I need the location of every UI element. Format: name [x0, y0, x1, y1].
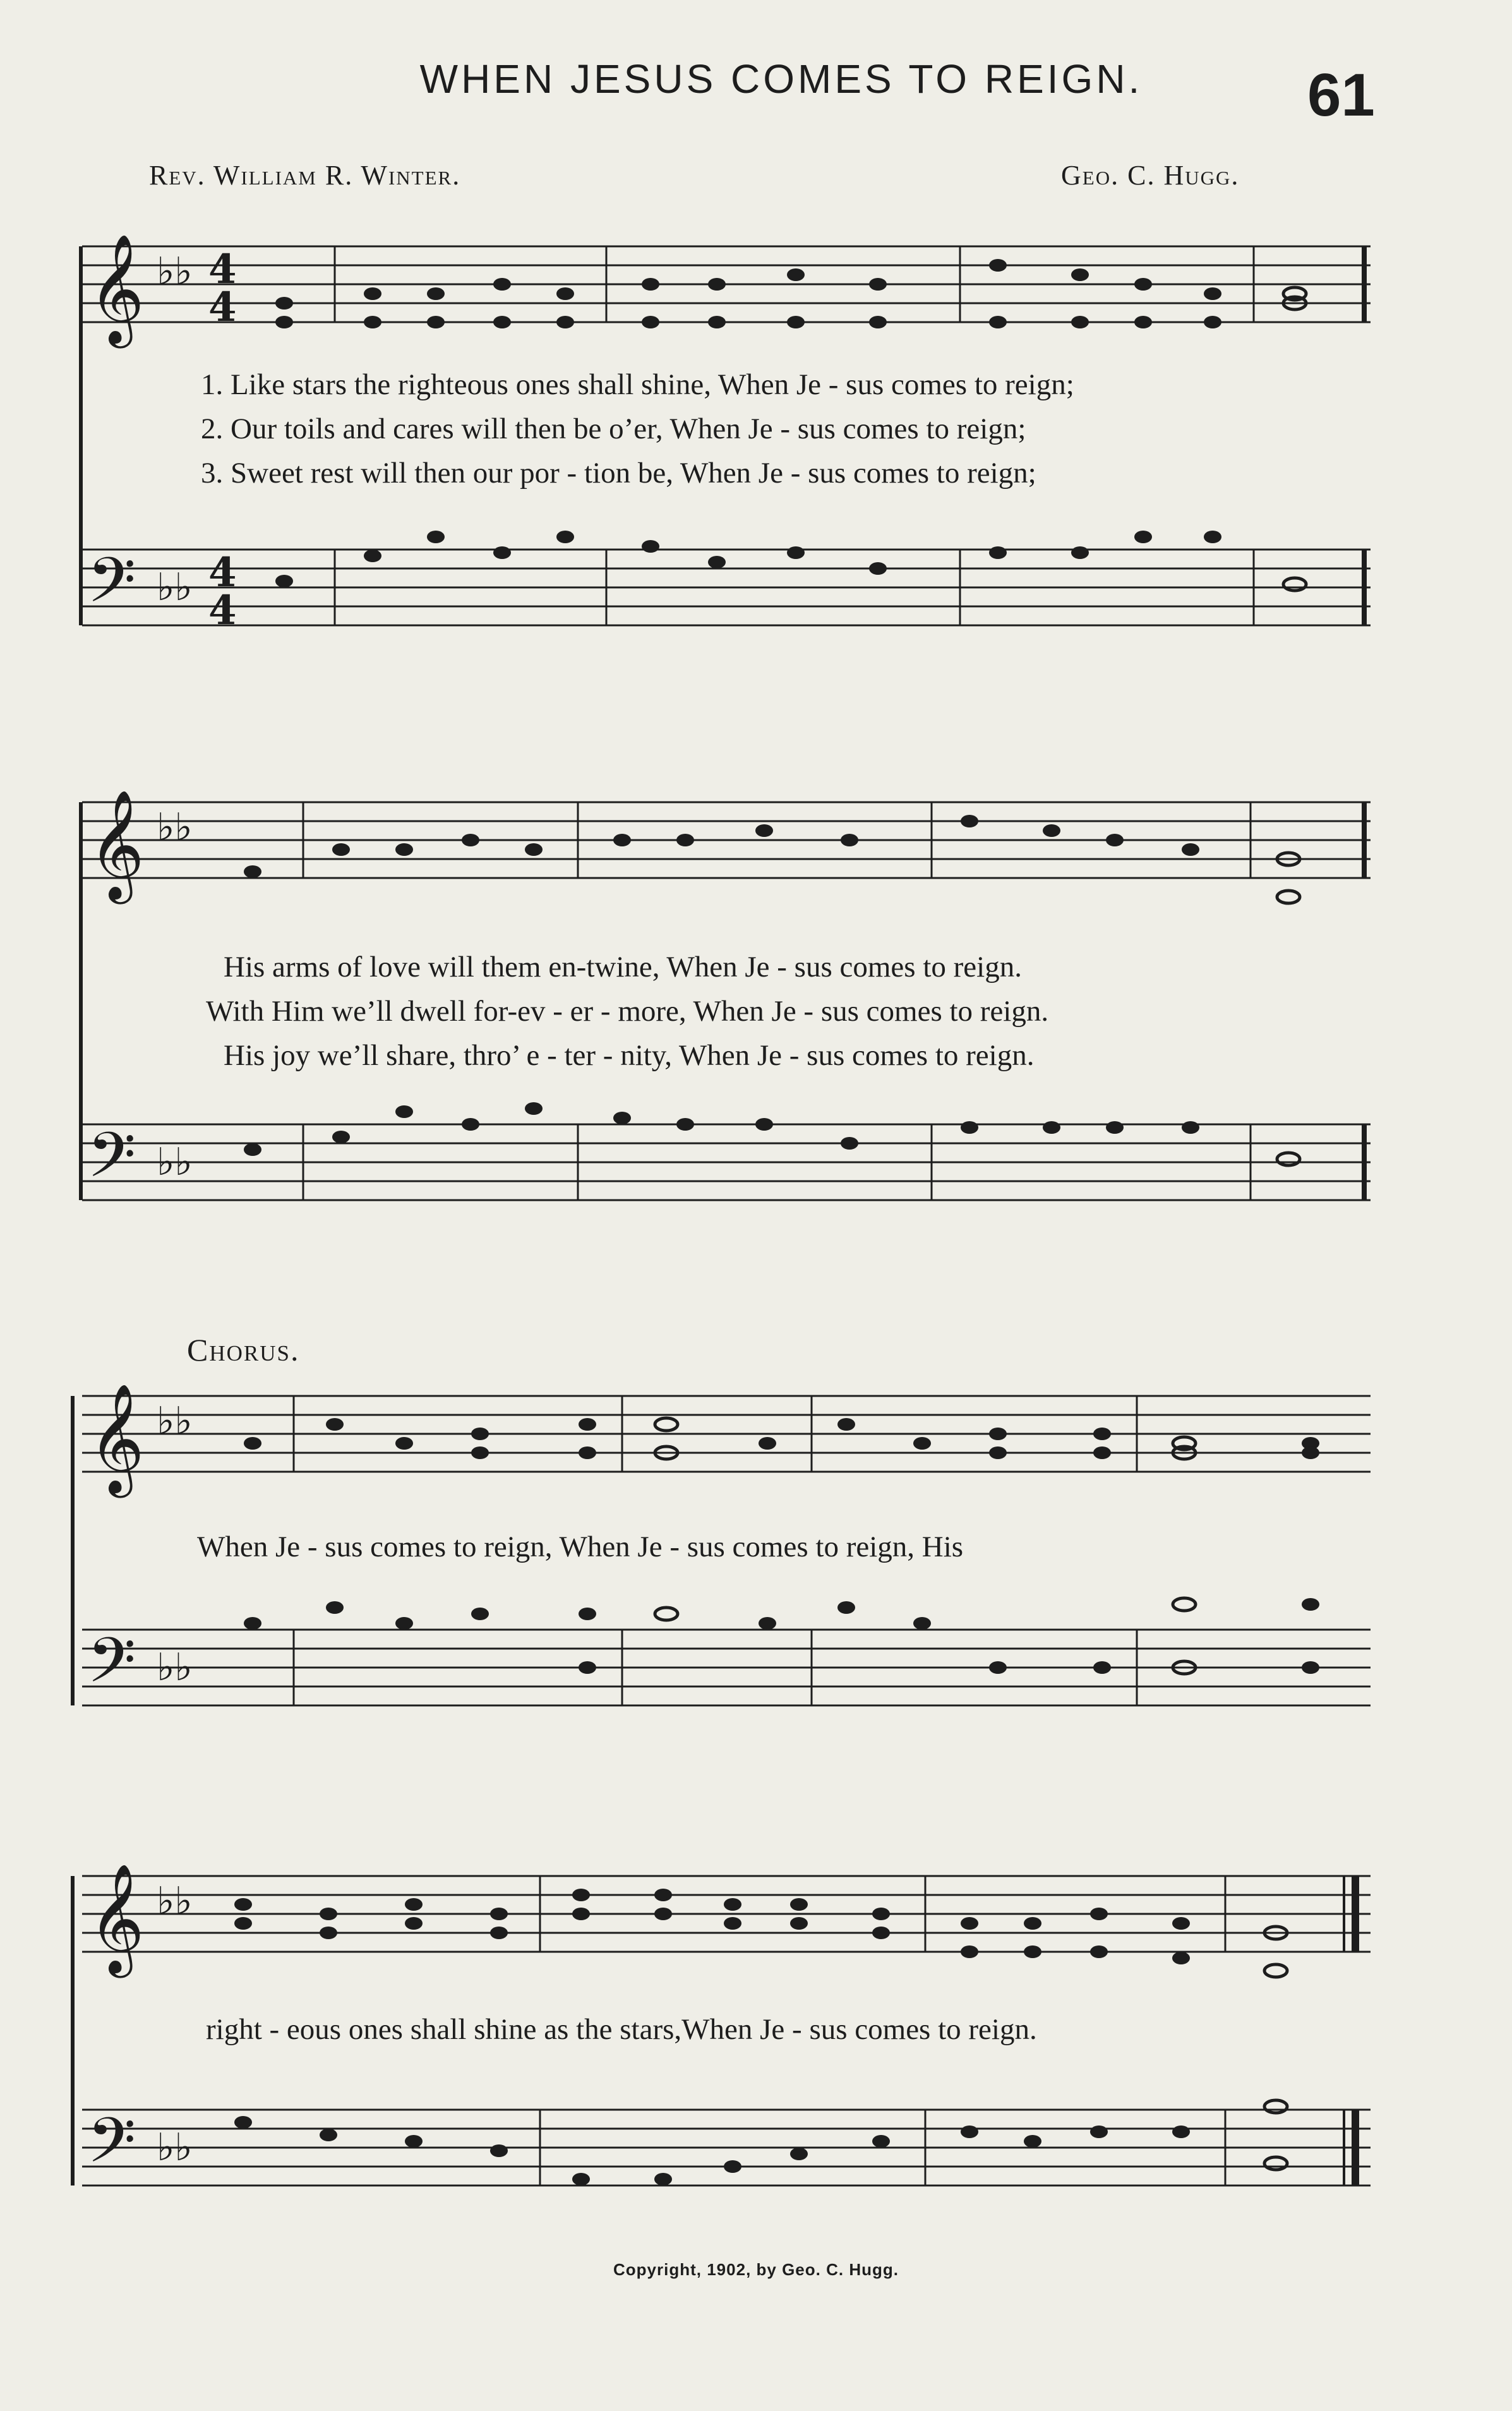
svg-text:𝄢: 𝄢 — [87, 1119, 136, 1207]
svg-text:𝄢: 𝄢 — [87, 544, 136, 632]
system-4-staves — [0, 1857, 1512, 2236]
svg-text:𝄞: 𝄞 — [88, 1383, 145, 1493]
hymn-title: WHEN JESUS COMES TO REIGN. — [419, 56, 1143, 102]
svg-text:4: 4 — [208, 549, 237, 596]
svg-text:♭♭: ♭♭ — [157, 250, 193, 294]
chorus-line-1: When Je - sus comes to reign, When Je - sus comes to reign, His — [197, 1530, 964, 1563]
chorus-line-2: right - eous ones shall shine as the stars,When Je - sus comes to reign. — [206, 2013, 1037, 2046]
svg-text:♭♭: ♭♭ — [157, 1399, 193, 1443]
svg-text:𝄞: 𝄞 — [88, 1863, 145, 1973]
svg-text:♭♭: ♭♭ — [157, 1140, 193, 1184]
lyricist-credit: Rev. William R. Winter. — [149, 160, 461, 191]
svg-text:𝄢: 𝄢 — [87, 1625, 136, 1712]
page-number: 61 — [1307, 61, 1375, 129]
svg-text:♭♭: ♭♭ — [157, 805, 193, 850]
svg-text:♭♭: ♭♭ — [157, 565, 193, 610]
svg-text:♭♭: ♭♭ — [157, 1879, 193, 1923]
verse-2-line-1: 2. Our toils and cares will then be o’er, When Je - sus comes to reign; — [201, 412, 1026, 445]
copyright-notice: Copyright, 1902, by Geo. C. Hugg. — [613, 2260, 899, 2279]
svg-text:𝄢: 𝄢 — [87, 2105, 136, 2192]
svg-text:4: 4 — [208, 246, 237, 293]
verse-1-line-2: His arms of love will them en-twine, When Je - sus comes to reign. — [224, 951, 1022, 983]
chorus-label: Chorus. — [187, 1332, 300, 1368]
verse-3-line-1: 3. Sweet rest will then our por - tion be, When Je - sus comes to reign; — [201, 457, 1036, 490]
svg-text:♭♭: ♭♭ — [157, 1645, 193, 1690]
svg-text:𝄞: 𝄞 — [88, 234, 145, 344]
svg-text:♭♭: ♭♭ — [157, 2125, 193, 2170]
verse-2-line-2: With Him we’ll dwell for-ev - er - more, When Je - sus comes to reign. — [206, 995, 1049, 1028]
composer-credit: Geo. C. Hugg. — [1061, 160, 1240, 191]
verse-3-line-2: His joy we’ll share, thro’ e - ter - nity, When Je - sus comes to reign. — [224, 1039, 1035, 1072]
svg-text:4: 4 — [208, 587, 237, 634]
verse-1-line-1: 1. Like stars the righteous ones shall shine, When Je - sus comes to reign; — [201, 368, 1074, 401]
svg-text:4: 4 — [208, 284, 237, 331]
svg-text:𝄞: 𝄞 — [88, 790, 145, 899]
